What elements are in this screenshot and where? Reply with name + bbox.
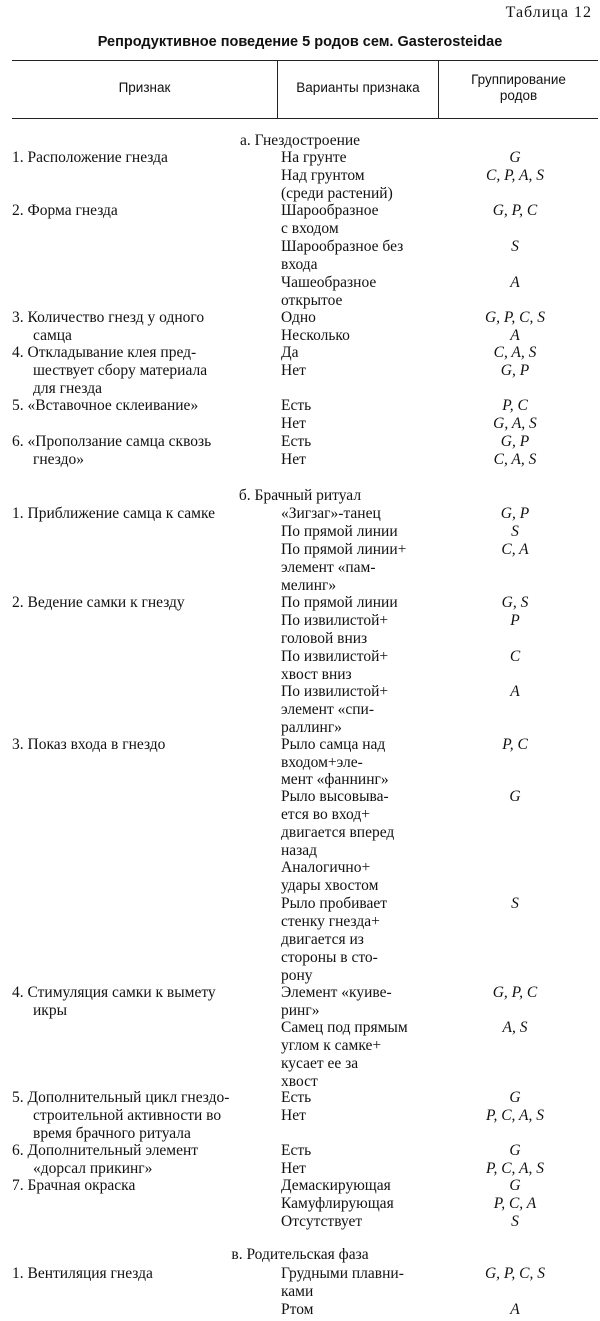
genus-grouping: G [509,788,521,805]
variant-text: ками [281,1283,314,1300]
variant-text: удары хвостом [281,877,379,894]
section-heading-b: б. Брачный ритуал [238,487,362,504]
feature-text: шествует сбору материала [33,362,208,379]
variant-text: элемент «пам- [281,559,376,576]
feature-text: «дорсал прикинг» [33,1160,153,1177]
genus-grouping: G, P, C [492,984,538,1001]
variant-text: входа [281,256,318,273]
variant-text: назад [281,842,318,859]
feature-text: 7. Брачная окраска [12,1177,136,1194]
variant-text: Нет [281,1160,306,1177]
feature-text: 3. Количество гнезд у одного [12,309,205,326]
section-heading-a: а. Гнездостроение [239,132,361,149]
genus-grouping: P, C, A [493,1195,537,1212]
feature-text: икры [33,1002,67,1019]
genus-grouping: C [509,648,521,665]
variant-text: раллинг» [281,719,342,736]
variant-text: Рыло пробивает [281,895,388,912]
feature-text: 4. Стимуляция самки к вымету [12,984,216,1001]
variant-text: По извилистой+ [281,612,389,629]
genus-grouping: A [510,683,520,700]
variant-text: открытое [281,292,343,309]
genus-grouping: P [510,612,520,629]
variant-text: Одно [281,309,316,326]
feature-text: 5. Дополнительный цикл гнездо- [12,1089,230,1106]
variant-text: (среди растений) [281,185,393,202]
genus-grouping: G, P [500,433,530,450]
genus-grouping: S [511,523,519,540]
variant-text: Есть [281,397,312,414]
genus-grouping: C, A [501,541,529,558]
genus-grouping: C, P, A, S [486,167,544,184]
variant-text: двигается вперед [281,824,395,841]
variant-text: Демаскирующая [281,1177,391,1194]
variant-text: Чашеобразное [281,274,377,291]
variant-text: ринг» [281,1002,320,1019]
genus-grouping: G [509,1089,521,1106]
header-top-rule [12,60,598,61]
feature-text: для гнезда [33,380,102,397]
feature-text: 3. Показ входа в гнездо [12,736,166,753]
genus-grouping: C, A, S [493,451,537,468]
variant-text: По извилистой+ [281,648,389,665]
variant-text: стенку гнезда+ [281,913,380,930]
genus-grouping: P, C, A, S [486,1107,544,1124]
header-grouping [439,72,598,104]
variant-text: Нет [281,362,306,379]
genus-grouping: S [511,238,519,255]
header-variants: Варианты признака [296,80,420,95]
genus-grouping: S [511,1213,519,1230]
genus-grouping: A [510,1301,520,1318]
variant-text: Отсутствует [281,1213,363,1230]
variant-text: Шарообразное без [281,238,404,255]
variant-text: Элемент «куиве- [281,984,392,1001]
feature-text: 2. Форма гнезда [12,202,118,219]
variant-text: Над грунтом [281,167,365,184]
feature-text: 4. Откладывание клея пред- [12,344,197,361]
variant-text: Несколько [281,327,350,344]
genus-grouping: G [509,149,521,166]
table-title: Репродуктивное поведение 5 родов сем. Gasterosteidae [97,34,503,50]
feature-text: самца [33,327,72,344]
genus-grouping: G, P [500,362,530,379]
variant-text: хвост [281,1073,318,1090]
variant-text: Камуфлирующая [281,1195,394,1212]
variant-text: Нет [281,1107,306,1124]
variant-text: Нет [281,451,306,468]
variant-text: Грудными плавни- [281,1265,404,1282]
genus-grouping: A [510,327,520,344]
variant-text: хвост вниз [281,666,352,683]
genus-grouping: G [509,1142,521,1159]
feature-text: гнездо» [33,451,84,468]
variant-text: головой вниз [281,630,368,647]
variant-text: с входом [281,220,339,237]
genus-grouping: G, P, C [492,202,538,219]
variant-text: рону [281,967,313,984]
header-bottom-rule [12,118,598,119]
genus-grouping: P, C, A, S [486,1160,544,1177]
variant-text: По прямой линии+ [281,541,407,558]
variant-text: Есть [281,1142,312,1159]
variant-text: Самец под прямым [281,1019,408,1036]
variant-text: Есть [281,433,312,450]
header-grouping-line-2: родов [499,88,538,103]
feature-text: строительной активности во [33,1107,222,1124]
variant-text: По прямой линии [281,594,398,611]
variant-text: Шарообразное [281,202,379,219]
variant-text: Ртом [281,1301,314,1318]
genus-grouping: C, A, S [493,344,537,361]
variant-text: ется во вход+ [281,806,370,823]
genus-grouping: G, A, S [493,415,537,432]
feature-text: 1. Вентиляция гнезда [12,1265,153,1282]
genus-grouping: G, P [500,505,530,522]
variant-text: Есть [281,1089,312,1106]
variant-text: Да [281,344,299,361]
variant-text: углом к самке+ [281,1037,382,1054]
feature-text: 2. Ведение самки к гнезду [12,594,185,611]
genus-grouping: A [510,274,520,291]
feature-text: время брачного ритуала [33,1125,191,1142]
section-heading-c: в. Родительская фаза [231,1246,369,1263]
variant-text: стороны в сто- [281,949,378,966]
variant-text: По извилистой+ [281,683,389,700]
feature-text: 6. «Проползание самца сквозь [12,433,212,450]
header-feature: Признак [118,80,171,95]
variant-text: На грунте [281,149,347,166]
variant-text: мелинг» [281,577,337,594]
variant-text: Нет [281,415,306,432]
variant-text: кусает ее за [281,1055,359,1072]
feature-text: 1. Приближение самца к самке [12,505,215,522]
genus-grouping: S [511,895,519,912]
variant-text: мент «фаннинг» [281,771,389,788]
variant-text: «Зигзаг»-танец [281,505,381,522]
header-grouping-line-1: Группирование [471,72,566,87]
genus-grouping: P, C [502,736,528,753]
variant-text: элемент «спи- [281,701,374,718]
feature-text: 1. Расположение гнезда [12,149,168,166]
feature-text: 5. «Вставочное склеивание» [12,397,199,414]
variant-text: По прямой линии [281,523,398,540]
variant-text: Аналогично+ [281,859,371,876]
genus-grouping: G, P, C, S [484,309,545,326]
table-number: Таблица 12 [505,4,592,21]
variant-text: Рыло самца над [281,736,386,753]
genus-grouping: A, S [502,1019,528,1036]
variant-text: Рыло высовыва- [281,788,389,805]
genus-grouping: G [509,1177,521,1194]
genus-grouping: G, S [501,594,529,611]
feature-text: 6. Дополнительный элемент [12,1142,199,1159]
variant-text: двигается из [281,931,364,948]
genus-grouping: P, C [502,397,528,414]
genus-grouping: G, P, C, S [484,1265,545,1282]
variant-text: входом+эле- [281,754,363,771]
